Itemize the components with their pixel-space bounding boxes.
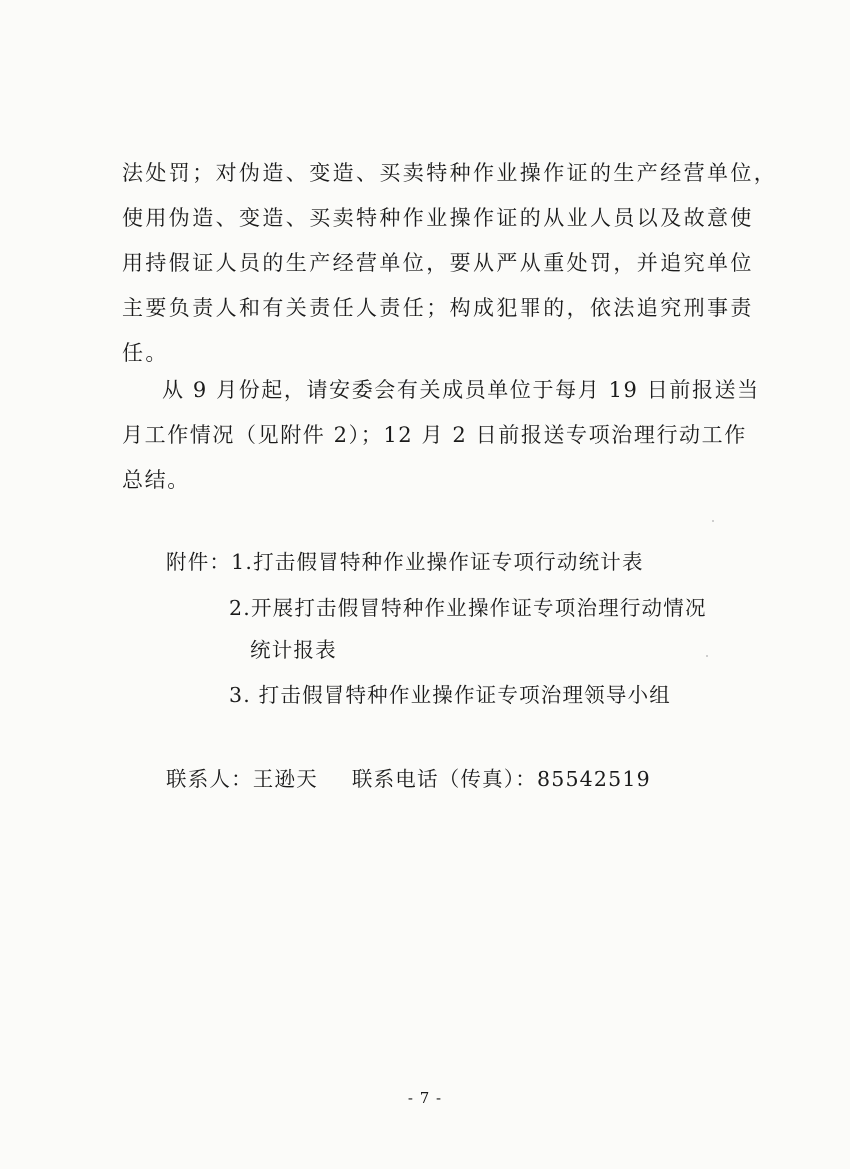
attachment-item-3: 3. 打击假冒特种作业操作证专项治理领导小组 — [229, 683, 671, 707]
contact-person: 联系人：王逊天 — [166, 767, 318, 791]
paragraph-1-line-4: 主要负责人和有关责任人责任；构成犯罪的，依法追究刑事责 — [122, 296, 754, 320]
paragraph-2-line-2: 月工作情况（见附件 2）；12 月 2 日前报送专项治理行动工作 — [122, 423, 747, 447]
attachments-first-line — [166, 549, 786, 575]
page-number: - 7 - — [407, 1089, 443, 1107]
attachments-label: 附件： — [166, 550, 232, 574]
attachment-item-1: 1.打击假冒特种作业操作证专项行动统计表 — [231, 550, 644, 574]
paragraph-1-line-2: 使用伪造、变造、买卖特种作业操作证的从业人员以及故意使 — [122, 206, 754, 230]
scan-speck — [706, 655, 708, 657]
attachment-item-2-continuation: 统计报表 — [250, 638, 337, 662]
paragraph-1-line-1: 法处罚；对伪造、变造、买卖特种作业操作证的生产经营单位， — [122, 161, 778, 185]
attachment-item-2: 2.开展打击假冒特种作业操作证专项治理行动情况 — [229, 596, 707, 620]
paragraph-1-line-3: 用持假证人员的生产经营单位，要从严从重处罚，并追究单位 — [122, 251, 754, 275]
scan-speck — [712, 520, 714, 522]
contact-phone: 联系电话（传真）：85542519 — [351, 767, 651, 791]
paragraph-2-line-3: 总结。 — [122, 468, 190, 492]
paragraph-2-line-1: 从 9 月份起，请安委会有关成员单位于每月 19 日前报送当 — [162, 378, 760, 402]
contact-line — [166, 766, 786, 792]
paragraph-1-line-5: 任。 — [122, 341, 169, 365]
